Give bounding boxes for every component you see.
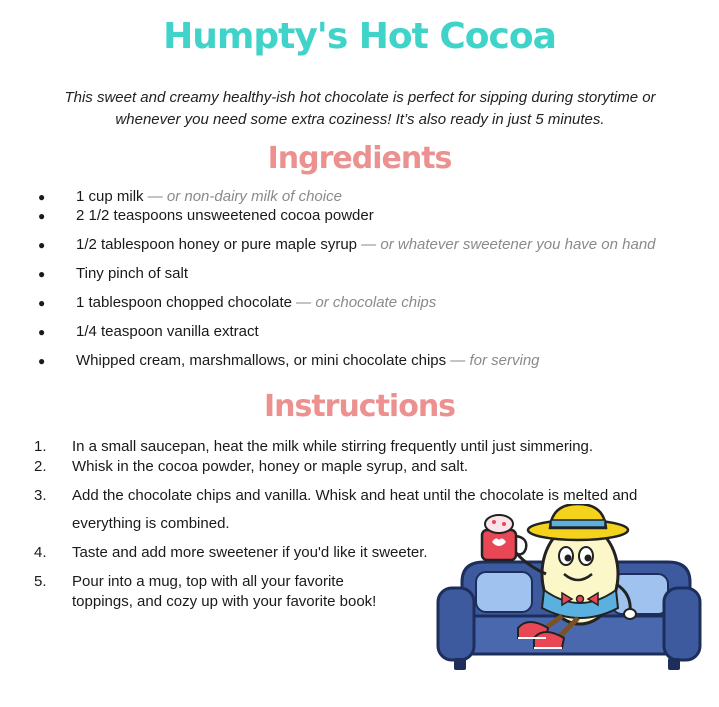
bullet-icon: ● bbox=[38, 238, 46, 252]
ingredient-note: — or whatever sweetener you have on hand bbox=[357, 236, 656, 253]
intro-paragraph: This sweet and creamy healthy-ish hot chocolate is perfect for sipping during storytime or whenever you need some extra coziness! It’s also ready in just 5 minutes. bbox=[64, 89, 656, 128]
ingredient-text: Whipped cream, marshmallows, or mini chocolate chips bbox=[76, 352, 447, 369]
step-text: In a small saucepan, heat the milk while stirring frequently until just simmering. bbox=[72, 438, 594, 455]
ingredient-text: 1/4 teaspoon vanilla extract bbox=[76, 323, 259, 340]
bullet-icon: ● bbox=[38, 296, 46, 310]
step-text: Taste and add more sweetener if you'd like it sweeter. bbox=[72, 544, 428, 561]
ingredient-text: 1/2 tablespoon honey or pure maple syrup bbox=[76, 236, 358, 253]
step-number: 2. bbox=[34, 458, 47, 475]
page-title: Humpty's Hot Cocoa bbox=[163, 16, 556, 57]
ingredient-text: 1 tablespoon chopped chocolate bbox=[76, 294, 293, 311]
bullet-icon: ● bbox=[38, 354, 46, 368]
humpty-on-couch-icon bbox=[432, 504, 704, 674]
ingredient-note: — or non-dairy milk of choice bbox=[143, 188, 342, 205]
bullet-icon: ● bbox=[38, 267, 46, 281]
ingredients-heading: Ingredients bbox=[267, 141, 452, 176]
ingredient-note: — for serving bbox=[446, 352, 540, 369]
bullet-icon: ● bbox=[38, 209, 46, 223]
bullet-icon: ● bbox=[38, 325, 46, 339]
bullet-icon: ● bbox=[38, 190, 46, 204]
ingredient-text: 1 cup milk bbox=[76, 188, 144, 205]
step-number: 5. bbox=[34, 573, 47, 590]
instructions-heading: Instructions bbox=[263, 389, 456, 424]
step-number: 3. bbox=[34, 487, 47, 504]
ingredient-text: Tiny pinch of salt bbox=[76, 265, 188, 282]
step-text: everything is combined. bbox=[72, 515, 230, 532]
step-text: Add the chocolate chips and vanilla. Whisk and heat until the chocolate is melted and bbox=[72, 487, 638, 504]
step-text: toppings, and cozy up with your favorite book! bbox=[72, 593, 377, 610]
step-text: Whisk in the cocoa powder, honey or maple syrup, and salt. bbox=[72, 458, 469, 475]
ingredient-note: — or chocolate chips bbox=[292, 294, 437, 311]
ingredient-text: 2 1/2 teaspoons unsweetened cocoa powder bbox=[76, 207, 374, 224]
step-number: 4. bbox=[34, 544, 47, 561]
step-text: Pour into a mug, top with all your favorite bbox=[72, 573, 344, 590]
step-number: 1. bbox=[34, 438, 47, 455]
